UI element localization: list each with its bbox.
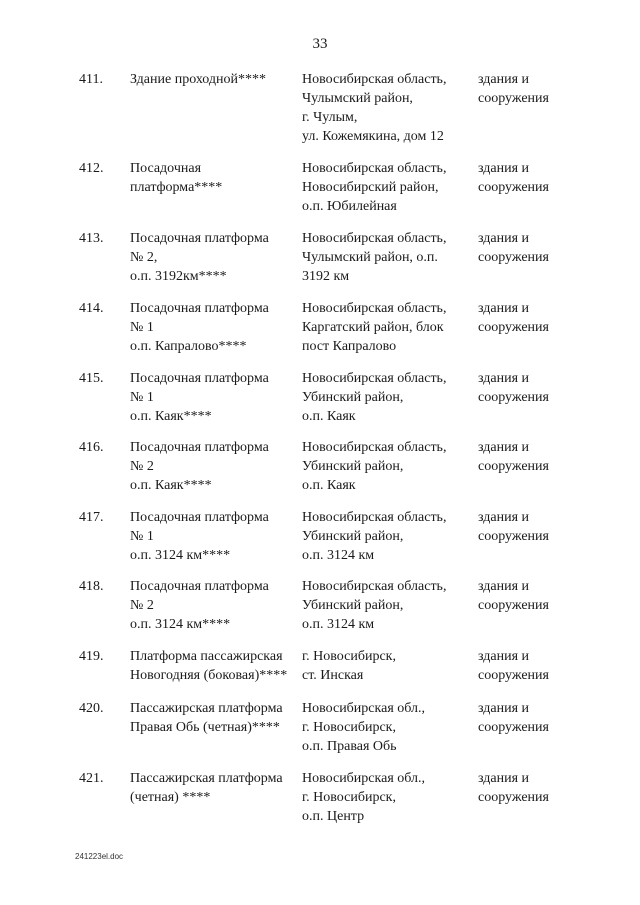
- object-type: [478, 229, 578, 267]
- object-type: [478, 299, 578, 337]
- object-type-line: здания и: [478, 371, 530, 386]
- row-number: 412.: [79, 161, 104, 176]
- row-number: 416.: [79, 440, 104, 455]
- object-name-line: платформа****: [130, 180, 223, 195]
- object-name: [130, 70, 298, 89]
- object-type-line: здания и: [478, 771, 530, 786]
- object-name-line: Здание проходной****: [130, 72, 267, 87]
- object-type-line: здания и: [478, 301, 530, 316]
- object-address-line: Убинский район,: [302, 598, 404, 613]
- object-name-line: Пассажирская платформа: [130, 701, 283, 716]
- row-number: 414.: [79, 301, 104, 316]
- object-address: [302, 229, 472, 286]
- row-number: 418.: [79, 579, 104, 594]
- object-address-line: Новосибирская область,: [302, 161, 447, 176]
- object-address: [302, 699, 472, 756]
- object-name-line: Новогодняя (боковая)****: [130, 668, 288, 683]
- object-name: [130, 159, 298, 197]
- object-address: [302, 299, 472, 356]
- object-address-line: Новосибирская область,: [302, 371, 447, 386]
- object-address-line: Чулымский район,: [302, 91, 413, 106]
- object-address: [302, 369, 472, 426]
- object-name-line: Посадочная платформа: [130, 371, 269, 386]
- object-name: [130, 508, 298, 565]
- object-type: [478, 508, 578, 546]
- object-name-line: Посадочная платформа: [130, 579, 269, 594]
- object-name-line: № 2: [130, 459, 154, 474]
- object-name: [130, 369, 298, 426]
- page-number: 33: [312, 36, 328, 52]
- object-type: [478, 577, 578, 615]
- object-address: [302, 769, 472, 826]
- object-type-line: сооружения: [478, 598, 549, 613]
- row-number: 415.: [79, 371, 104, 386]
- object-type: [478, 769, 578, 807]
- object-name: [130, 647, 298, 685]
- object-name-line: Посадочная платформа: [130, 301, 269, 316]
- object-name-line: Правая Обь (четная)****: [130, 720, 280, 735]
- object-type: [478, 647, 578, 685]
- object-name-line: о.п. 3192км****: [130, 269, 227, 284]
- object-type-line: сооружения: [478, 459, 549, 474]
- object-name-line: о.п. Капралово****: [130, 339, 247, 354]
- object-type-line: сооружения: [478, 320, 549, 335]
- object-name-line: № 2: [130, 598, 154, 613]
- object-address-line: г. Новосибирск,: [302, 649, 396, 664]
- object-address: [302, 70, 472, 146]
- row-number: 411.: [79, 72, 103, 87]
- object-type-line: сооружения: [478, 529, 549, 544]
- object-address-line: Новосибирская область,: [302, 510, 447, 525]
- object-address-line: г. Новосибирск,: [302, 720, 396, 735]
- object-name-line: о.п. 3124 км****: [130, 617, 231, 632]
- object-type-line: здания и: [478, 231, 530, 246]
- object-address-line: о.п. Каяк: [302, 478, 356, 493]
- object-address-line: о.п. 3124 км: [302, 617, 375, 632]
- row-number: 420.: [79, 701, 104, 716]
- object-address-line: о.п. 3124 км: [302, 548, 375, 563]
- object-name-line: Пассажирская платформа: [130, 771, 283, 786]
- object-address-line: Новосибирская обл.,: [302, 771, 426, 786]
- object-address-line: Новосибирская область,: [302, 231, 447, 246]
- object-type-line: сооружения: [478, 180, 549, 195]
- object-name-line: № 1: [130, 390, 154, 405]
- object-address-line: Новосибирская обл.,: [302, 701, 426, 716]
- object-address-line: ст. Инская: [302, 668, 364, 683]
- object-address-line: Новосибирская область,: [302, 301, 447, 316]
- object-address-line: о.п. Центр: [302, 809, 365, 824]
- object-address-line: о.п. Правая Обь: [302, 739, 397, 754]
- object-address-line: Убинский район,: [302, 459, 404, 474]
- object-type-line: сооружения: [478, 720, 549, 735]
- object-type-line: сооружения: [478, 668, 549, 683]
- object-address-line: о.п. Юбилейная: [302, 199, 397, 214]
- object-name-line: Посадочная платформа: [130, 231, 269, 246]
- object-name-line: № 2,: [130, 250, 158, 265]
- object-type-line: здания и: [478, 72, 530, 87]
- object-address: [302, 438, 472, 495]
- object-name: [130, 299, 298, 356]
- object-address-line: Убинский район,: [302, 529, 404, 544]
- object-name-line: Посадочная платформа: [130, 510, 269, 525]
- object-address-line: пост Капралово: [302, 339, 397, 354]
- object-type: [478, 159, 578, 197]
- object-type-line: здания и: [478, 510, 530, 525]
- object-address-line: Убинский район,: [302, 390, 404, 405]
- object-address: [302, 577, 472, 634]
- object-address-line: Новосибирский район,: [302, 180, 439, 195]
- object-name-line: о.п. Каяк****: [130, 478, 212, 493]
- object-address-line: Каргатский район, блок: [302, 320, 444, 335]
- object-type-line: здания и: [478, 701, 530, 716]
- object-address-line: Новосибирская область,: [302, 440, 447, 455]
- object-name-line: № 1: [130, 320, 154, 335]
- object-address-line: Новосибирская область,: [302, 579, 447, 594]
- object-address-line: Чулымский район, о.п.: [302, 250, 438, 265]
- object-type-line: здания и: [478, 649, 530, 664]
- object-type-line: сооружения: [478, 790, 549, 805]
- row-number: 421.: [79, 771, 104, 786]
- row-number: 413.: [79, 231, 104, 246]
- object-name-line: о.п. 3124 км****: [130, 548, 231, 563]
- file-name-footer: 241223el.doc: [75, 852, 124, 861]
- object-type-line: сооружения: [478, 390, 549, 405]
- row-number: 419.: [79, 649, 104, 664]
- object-type-line: сооружения: [478, 250, 549, 265]
- object-name: [130, 699, 298, 737]
- object-address-line: о.п. Каяк: [302, 409, 356, 424]
- object-address-line: ул. Кожемякина, дом 12: [302, 129, 444, 144]
- object-type: [478, 369, 578, 407]
- object-address-line: Новосибирская область,: [302, 72, 447, 87]
- object-address: [302, 508, 472, 565]
- object-name-line: Посадочная платформа: [130, 440, 269, 455]
- object-name-line: Платформа пассажирская: [130, 649, 283, 664]
- object-name-line: Посадочная: [130, 161, 202, 176]
- object-name: [130, 577, 298, 634]
- object-type-line: здания и: [478, 579, 530, 594]
- object-type-line: сооружения: [478, 91, 549, 106]
- object-name-line: № 1: [130, 529, 154, 544]
- object-address-line: г. Чулым,: [302, 110, 358, 125]
- object-type: [478, 699, 578, 737]
- object-type: [478, 438, 578, 476]
- object-name-line: (четная) ****: [130, 790, 211, 805]
- object-name: [130, 229, 298, 286]
- object-name: [130, 438, 298, 495]
- object-address-line: 3192 км: [302, 269, 350, 284]
- row-number: 417.: [79, 510, 104, 525]
- object-name: [130, 769, 298, 807]
- object-name-line: о.п. Каяк****: [130, 409, 212, 424]
- object-address: [302, 159, 472, 216]
- object-address: [302, 647, 472, 685]
- object-type: [478, 70, 578, 108]
- object-type-line: здания и: [478, 161, 530, 176]
- object-type-line: здания и: [478, 440, 530, 455]
- object-address-line: г. Новосибирск,: [302, 790, 396, 805]
